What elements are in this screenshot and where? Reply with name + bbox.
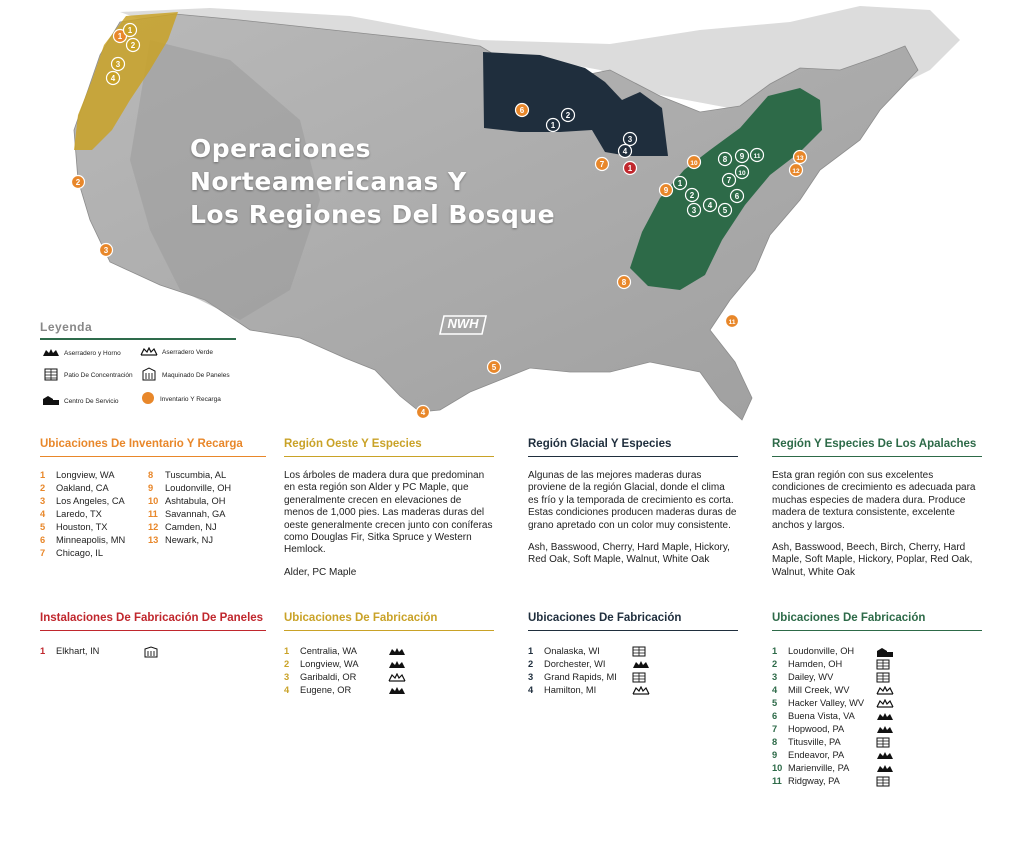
inventory-dot-icon [140, 391, 156, 408]
inventory-marker [726, 315, 739, 328]
inventory-item [40, 469, 148, 482]
panels-marker [624, 162, 637, 175]
item-name: Hopwood, PA [788, 724, 845, 734]
marker-label: 5 [722, 206, 728, 215]
item-number: 6 [772, 711, 778, 721]
item-number: 8 [148, 470, 154, 480]
list-item [772, 684, 982, 697]
list-item [284, 645, 494, 658]
inventory-item [40, 495, 148, 508]
appalachian-marker [736, 166, 749, 179]
inventory-item [148, 482, 231, 495]
marker-label: 3 [103, 246, 109, 255]
inventory-marker [794, 151, 807, 164]
sawmill-kiln-icon [42, 348, 60, 360]
legend-title: Leyenda [40, 320, 236, 340]
sawmill-kiln-icon [388, 659, 408, 670]
glacial-mfg-list [528, 645, 738, 697]
inventory-section [40, 438, 266, 560]
item-number: 10 [148, 496, 159, 506]
item-number: 1 [528, 646, 534, 656]
nwh-logo-text: NWH [447, 316, 479, 331]
inventory-list-right [148, 469, 231, 560]
glacial-marker [619, 145, 632, 158]
inventory-item [40, 534, 148, 547]
inventory-list [40, 469, 266, 560]
west-marker [112, 58, 125, 71]
legend-label: Patio De Concentración [64, 371, 133, 379]
item-number: 7 [772, 724, 778, 734]
legend-label: Centro De Servicio [64, 397, 119, 405]
section-title: Ubicaciones De Fabricación [772, 612, 982, 631]
marker-label: 4 [110, 74, 116, 83]
marker-label: 10 [738, 170, 746, 177]
inventory-marker [417, 406, 430, 419]
marker-label: 8 [722, 155, 728, 164]
item-name: Ridgway, PA [788, 776, 840, 786]
item-name: Minneapolis, MN [56, 535, 126, 545]
inventory-marker [516, 104, 529, 117]
green-sawmill-icon [632, 685, 652, 696]
item-name: Hacker Valley, WV [788, 698, 865, 708]
item-number: 4 [528, 685, 534, 695]
item-number: 12 [148, 522, 159, 532]
item-number: 2 [284, 659, 290, 669]
nwh-logo [438, 314, 488, 336]
appalachian-mfg-section [772, 612, 982, 788]
panel-machining-icon [140, 367, 158, 384]
inventory-marker [596, 158, 609, 171]
glacial-section [528, 438, 738, 567]
marker-label: 11 [728, 319, 736, 326]
marker-label: 3 [115, 60, 121, 69]
item-name: Dorchester, WI [544, 659, 606, 669]
item-name: Eugene, OR [300, 685, 352, 695]
panels-section [40, 612, 266, 658]
appalachian-marker [674, 177, 687, 190]
legend [40, 320, 236, 340]
marker-label: 2 [130, 41, 136, 50]
item-name: Oakland, CA [56, 483, 109, 493]
item-number: 1 [772, 646, 778, 656]
marker-label: 10 [690, 160, 698, 167]
section-title: Ubicaciones De Fabricación [284, 612, 494, 631]
sawmill-kiln-icon [876, 711, 896, 722]
item-name: Longview, WA [56, 470, 115, 480]
list-item [772, 710, 982, 723]
section-title: Región Oeste Y Especies [284, 438, 494, 457]
item-name: Endeavor, PA [788, 750, 845, 760]
item-number: 11 [772, 776, 782, 786]
marker-label: 1 [117, 32, 123, 41]
item-name: Chicago, IL [56, 548, 104, 558]
marker-label: 3 [627, 135, 633, 144]
glacial-mfg-section [528, 612, 738, 697]
appalachian-marker [719, 204, 732, 217]
list-item [772, 658, 982, 671]
legend-label: Inventario Y Recarga [160, 395, 221, 403]
item-name: Los Angeles, CA [56, 496, 125, 506]
inventory-list-left [40, 469, 148, 560]
item-name: Grand Rapids, MI [544, 672, 617, 682]
marker-label: 13 [796, 155, 804, 162]
marker-label: 9 [663, 186, 669, 195]
item-number: 10 [772, 763, 783, 773]
inventory-item [148, 534, 231, 547]
item-number: 1 [284, 646, 290, 656]
marker-label: 3 [691, 206, 697, 215]
marker-label: 2 [75, 178, 81, 187]
item-name: Buena Vista, VA [788, 711, 855, 721]
region-description: Esta gran región con sus excelentes condiciones de crecimiento es adecuada para muchas especies de madera dura. Produce madera de textura consistente, excelente anchos y largos. [772, 470, 976, 531]
list-item [528, 684, 738, 697]
list-item [772, 736, 982, 749]
service-center-icon [42, 394, 60, 409]
item-name: Marienville, PA [788, 763, 850, 773]
marker-label: 7 [599, 160, 605, 169]
service-center-icon [876, 646, 896, 657]
appalachian-marker [688, 204, 701, 217]
legend-item-concentration-yard [42, 367, 136, 384]
marker-label: 2 [565, 111, 571, 120]
west-marker [124, 24, 137, 37]
marker-label: 2 [689, 191, 695, 200]
west-section [284, 438, 494, 579]
appalachian-section [772, 438, 982, 579]
sawmill-kiln-icon [876, 724, 896, 735]
item-name: Titusville, PA [788, 737, 841, 747]
section-title: Región Y Especies De Los Apalaches [772, 438, 982, 457]
item-number: 7 [40, 548, 46, 558]
item-number: 4 [772, 685, 778, 695]
item-name: Loudonville, OH [788, 646, 855, 656]
item-name: Garibaldi, OR [300, 672, 357, 682]
item-number: 1 [40, 646, 46, 656]
marker-label: 4 [622, 147, 628, 156]
item-name: Onalaska, WI [544, 646, 600, 656]
list-item [772, 762, 982, 775]
marker-label: 1 [677, 179, 683, 188]
item-number: 3 [772, 672, 778, 682]
marker-label: 11 [753, 153, 761, 160]
item-name: Mill Creek, WV [788, 685, 850, 695]
list-item [772, 723, 982, 736]
region-species: Alder, PC Maple [284, 566, 357, 578]
item-name: Tuscumbia, AL [165, 470, 227, 480]
inventory-item [40, 482, 148, 495]
marker-label: 1 [627, 164, 633, 173]
item-number: 13 [148, 535, 159, 545]
sawmill-kiln-icon [632, 659, 652, 670]
item-name: Ashtabula, OH [165, 496, 226, 506]
concentration-yard-icon [876, 737, 896, 748]
item-name: Hamilton, MI [544, 685, 597, 695]
inventory-marker [790, 164, 803, 177]
section-title: Región Glacial Y Especies [528, 438, 738, 457]
legend-item-panel-machining [140, 367, 236, 384]
title-line: Los Regiones Del Bosque [190, 200, 556, 229]
item-number: 6 [40, 535, 46, 545]
marker-label: 4 [707, 201, 713, 210]
title-line: Operaciones [190, 134, 372, 163]
glacial-marker [547, 119, 560, 132]
inventory-marker [100, 244, 113, 257]
glacial-marker [624, 133, 637, 146]
item-number: 2 [528, 659, 534, 669]
list-item [772, 775, 982, 788]
inventory-item [40, 521, 148, 534]
legend-label: Aserradero y Horno [64, 350, 121, 357]
legend-item-green-sawmill [140, 347, 213, 359]
appalachian-marker [731, 190, 744, 203]
panels-list [40, 645, 266, 658]
inventory-item [40, 547, 148, 560]
appalachian-marker [704, 199, 717, 212]
sawmill-kiln-icon [388, 646, 408, 657]
item-number: 2 [40, 483, 46, 493]
marker-label: 1 [550, 121, 556, 130]
section-title: Instalaciones De Fabricación De Paneles [40, 612, 266, 631]
list-item [528, 658, 738, 671]
green-sawmill-icon [876, 685, 896, 696]
concentration-yard-icon [632, 646, 652, 657]
item-name: Savannah, GA [165, 509, 226, 519]
item-name: Laredo, TX [56, 509, 102, 519]
item-number: 4 [284, 685, 290, 695]
list-item [284, 671, 494, 684]
list-item [772, 645, 982, 658]
item-number: 2 [772, 659, 778, 669]
section-title: Ubicaciones De Fabricación [528, 612, 738, 631]
region-description: Los árboles de madera dura que predominan en esta región son Alder y PC Maple, que generalmente crecen en elevaciones de menos de 1,000 pies. Las maderas duras del oeste generalmente crecen junto con coníferas como Douglas Fir, Sitka Spruce y Western Hemlock. [284, 470, 493, 556]
appalachian-marker [736, 150, 749, 163]
marker-label: 12 [792, 168, 800, 175]
list-item [40, 645, 266, 658]
appalachian-marker [751, 149, 764, 162]
map-title [190, 132, 555, 231]
inventory-item [148, 508, 231, 521]
item-number: 9 [772, 750, 778, 760]
list-item [772, 749, 982, 762]
inventory-marker [72, 176, 85, 189]
marker-label: 7 [726, 176, 732, 185]
concentration-yard-icon [42, 367, 60, 384]
item-number: 8 [772, 737, 778, 747]
list-item [528, 671, 738, 684]
legend-item-inventory [140, 391, 236, 408]
item-number: 5 [40, 522, 46, 532]
list-item [772, 671, 982, 684]
sawmill-kiln-icon [388, 685, 408, 696]
item-name: Camden, NJ [165, 522, 217, 532]
item-number: 9 [148, 483, 154, 493]
list-item [284, 684, 494, 697]
west-mfg-list [284, 645, 494, 697]
title-line: Norteamericanas Y [190, 167, 467, 196]
item-name: Loudonville, OH [165, 483, 232, 493]
west-marker [107, 72, 120, 85]
inventory-item [148, 469, 231, 482]
green-sawmill-icon [876, 698, 896, 709]
item-name: Elkhart, IN [56, 646, 100, 656]
item-name: Centralia, WA [300, 646, 358, 656]
inventory-marker [660, 184, 673, 197]
concentration-yard-icon [876, 776, 896, 787]
marker-label: 5 [491, 363, 497, 372]
item-name: Newark, NJ [165, 535, 214, 545]
inventory-marker [688, 156, 701, 169]
list-item [528, 645, 738, 658]
inventory-item [148, 521, 231, 534]
inventory-item [40, 508, 148, 521]
west-mfg-section [284, 612, 494, 697]
inventory-marker [488, 361, 501, 374]
list-item [284, 658, 494, 671]
marker-label: 4 [420, 408, 426, 417]
marker-label: 6 [519, 106, 525, 115]
legend-label: Aserradero Verde [162, 349, 213, 356]
green-sawmill-icon [140, 347, 158, 359]
concentration-yard-icon [876, 659, 896, 670]
appalachian-marker [723, 174, 736, 187]
marker-label: 1 [127, 26, 133, 35]
section-title: Ubicaciones De Inventario Y Recarga [40, 438, 266, 457]
list-item [772, 697, 982, 710]
item-number: 5 [772, 698, 778, 708]
item-name: Dailey, WV [788, 672, 834, 682]
inventory-marker [618, 276, 631, 289]
legend-item-sawmill-kiln [42, 348, 121, 360]
concentration-yard-icon [632, 672, 652, 683]
marker-label: 6 [734, 192, 740, 201]
item-number: 3 [40, 496, 46, 506]
glacial-marker [562, 109, 575, 122]
concentration-yard-icon [876, 672, 896, 683]
appalachian-marker [686, 189, 699, 202]
marker-label: 9 [739, 152, 745, 161]
item-name: Longview, WA [300, 659, 359, 669]
panel-machining-icon [144, 646, 164, 657]
item-number: 4 [40, 509, 46, 519]
legend-label: Maquinado De Paneles [162, 371, 230, 379]
appalachian-marker [719, 153, 732, 166]
sawmill-kiln-icon [876, 763, 896, 774]
item-number: 3 [284, 672, 290, 682]
region-species: Ash, Basswood, Beech, Birch, Cherry, Hard Maple, Soft Maple, Hickory, Poplar, Red Oak, Walnut, White Oak [772, 542, 973, 578]
region-description: Algunas de las mejores maderas duras proviene de la región Glacial, donde el clima es frío y la temporada de crecimiento es corta. Estas condiciones producen maderas duras de grano apretado con un color muy consistente. [528, 470, 737, 531]
item-number: 11 [148, 509, 158, 519]
item-name: Hamden, OH [788, 659, 843, 669]
sawmill-kiln-icon [876, 750, 896, 761]
appalachian-mfg-list [772, 645, 982, 788]
west-marker [127, 39, 140, 52]
item-name: Houston, TX [56, 522, 108, 532]
marker-label: 8 [621, 278, 627, 287]
green-sawmill-icon [388, 672, 408, 683]
legend-item-service-center [42, 394, 119, 409]
region-species: Ash, Basswood, Cherry, Hard Maple, Hickory, Red Oak, Soft Maple, Walnut, White Oak [528, 542, 730, 566]
item-number: 3 [528, 672, 534, 682]
inventory-item [148, 495, 231, 508]
item-number: 1 [40, 470, 46, 480]
